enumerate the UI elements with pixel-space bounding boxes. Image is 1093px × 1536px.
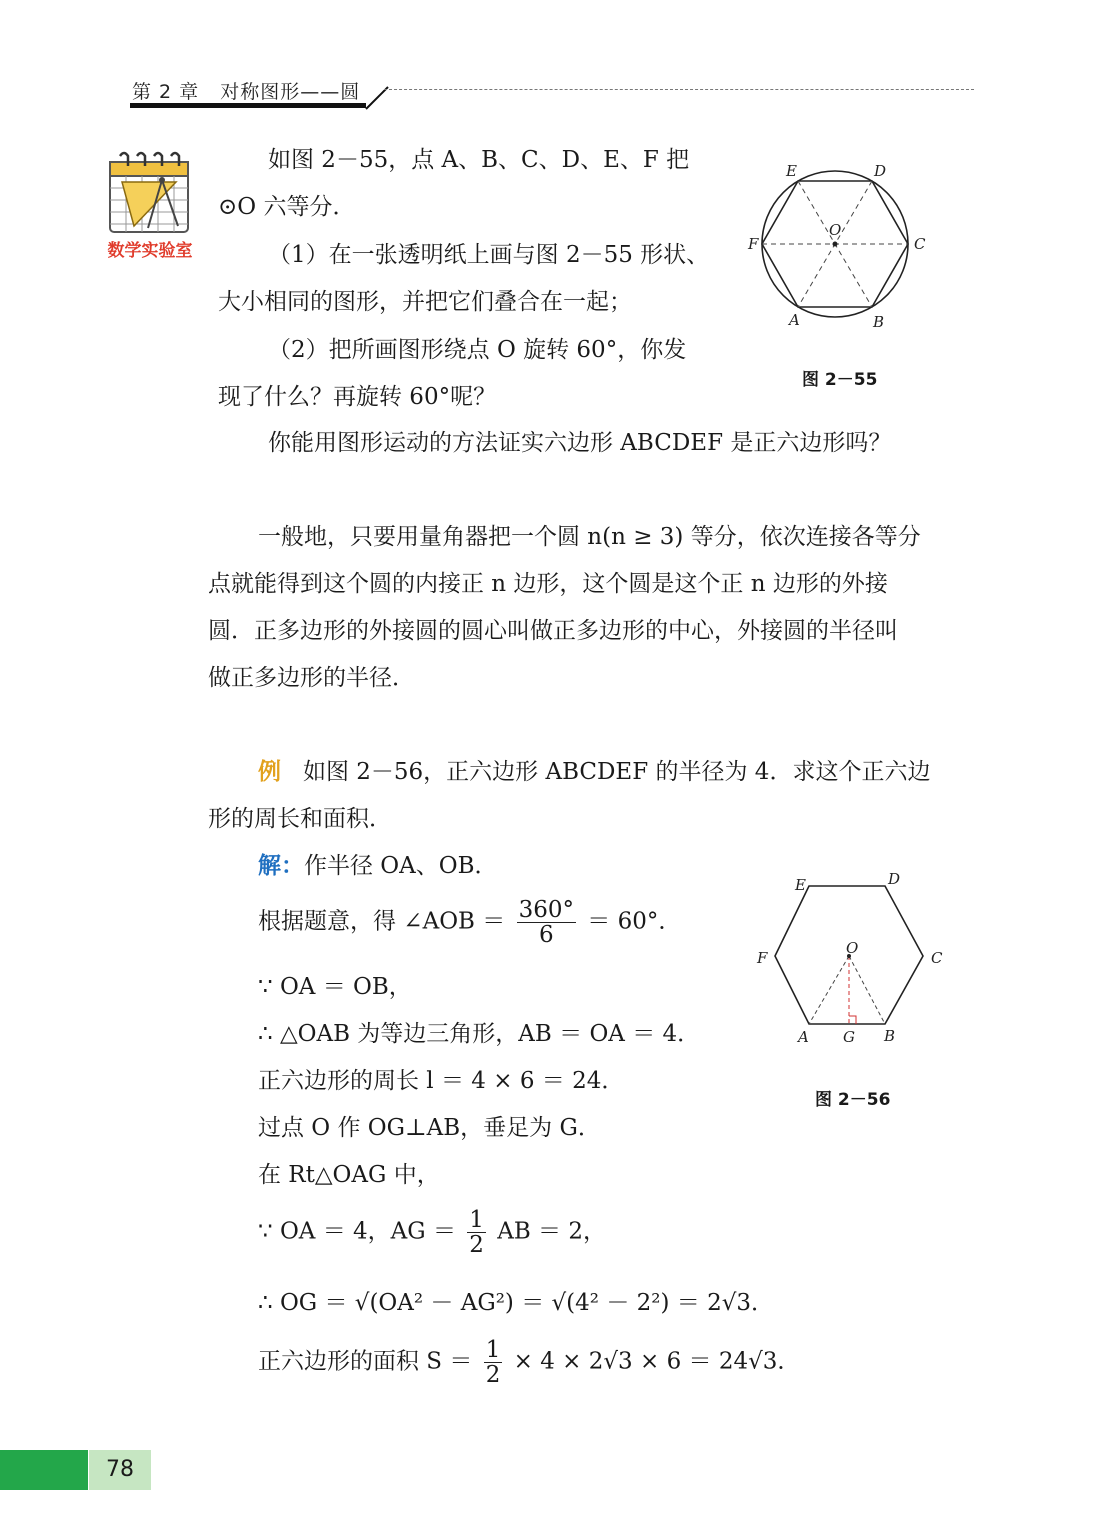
label-f: F — [757, 949, 768, 967]
lab-line-5: （2）把所画图形绕点 O 旋转 60°，你发 — [268, 337, 687, 363]
header-slash-icon — [362, 83, 392, 113]
chapter-number: 第 2 章 — [132, 81, 200, 103]
label-b: B — [873, 313, 885, 331]
example-line-1 — [258, 757, 930, 787]
page-number: 78 — [89, 1450, 151, 1490]
fraction-denominator: 2 — [469, 1232, 484, 1258]
fraction-1-2-area — [484, 1338, 503, 1387]
solution-text-1: 作半径 OA、OB． — [304, 853, 498, 879]
lab-line-4: 大小相同的图形，并把它们叠合在一起； — [218, 289, 632, 315]
solution-line-5: 正六边形的周长 l ＝ 4 × 6 ＝ 24． — [258, 1068, 625, 1094]
lab-line-2: ⊙O 六等分． — [218, 194, 356, 220]
label-o: O — [829, 221, 842, 239]
label-c: C — [931, 949, 943, 967]
fraction-numerator: 1 — [485, 1337, 501, 1363]
general-line-3: 圆．正多边形的外接圆的圆心叫做正多边形的中心，外接圆的半径叫 — [208, 618, 898, 644]
label-a: A — [789, 311, 800, 329]
general-line-2: 点就能得到这个圆的内接正 n 边形，这个圆是这个正 n 边形的外接 — [208, 571, 888, 597]
solution-line-9: ∴ OG ＝ √(OA² － AG²) ＝ √(4² － 2²) ＝ 2√3． — [258, 1290, 775, 1316]
figure-2-56-caption: 图 2－56 — [815, 1090, 891, 1110]
label-b: B — [884, 1027, 896, 1045]
right-angle-mark — [849, 1016, 856, 1024]
figure-2-55-caption: 图 2－55 — [802, 370, 878, 390]
solution-key: 解： — [258, 853, 304, 879]
calendar-tools-icon — [104, 148, 194, 236]
solution-text-2-pre: 根据题意，得 ∠AOB ＝ — [258, 908, 506, 935]
solution-text-8-post: AB ＝ 2， — [497, 1218, 607, 1245]
page-bar — [0, 1450, 88, 1490]
label-d: D — [888, 870, 901, 888]
fraction-360-6 — [517, 898, 576, 947]
solution-line-7: 在 Rt△OAG 中， — [258, 1162, 440, 1188]
solution-line-6: 过点 O 作 OG⊥AB，垂足为 G． — [258, 1115, 601, 1141]
general-line-1: 一般地，只要用量角器把一个圆 n(n ≥ 3) 等分，依次连接各等分 — [258, 524, 921, 550]
example-line-2: 形的周长和面积． — [208, 806, 392, 832]
solution-line-2 — [258, 898, 681, 947]
label-a: A — [798, 1028, 809, 1046]
chapter-header — [132, 77, 360, 104]
solution-line-4: ∴ △OAB 为等边三角形，AB ＝ OA ＝ 4． — [258, 1021, 701, 1047]
label-e: E — [795, 876, 806, 894]
label-o: O — [846, 939, 859, 957]
lab-line-3: （1）在一张透明纸上画与图 2－55 形状、 — [268, 242, 710, 268]
figure-2-56 — [745, 862, 955, 1052]
general-line-4: 做正多边形的半径． — [208, 665, 415, 691]
lab-line-1: 如图 2－55，点 A、B、C、D、E、F 把 — [268, 147, 690, 173]
example-text-1: 如图 2－56，正六边形 ABCDEF 的半径为 4．求这个正六边 — [302, 759, 931, 785]
example-key: 例 — [258, 759, 281, 785]
solution-text-2-post: ＝ 60°． — [587, 908, 682, 935]
fraction-denominator: 6 — [538, 922, 554, 948]
label-f: F — [748, 235, 759, 253]
label-e: E — [786, 162, 797, 180]
fraction-numerator: 1 — [469, 1207, 484, 1233]
solution-text-10-pre: 正六边形的面积 S ＝ — [258, 1348, 473, 1375]
solution-text-10-post: × 4 × 2√3 × 6 ＝ 24√3． — [513, 1348, 801, 1375]
fraction-numerator: 360° — [518, 897, 574, 923]
lab-label: 数学实验室 — [107, 241, 193, 261]
lab-line-7: 你能用图形运动的方法证实六边形 ABCDEF 是正六边形吗？ — [268, 430, 892, 456]
header-dashed-line — [384, 89, 974, 90]
label-g: G — [843, 1028, 855, 1046]
solution-line-8 — [258, 1208, 606, 1257]
header-rule — [130, 103, 366, 108]
solution-line-3: ∵ OA ＝ OB， — [258, 974, 412, 1000]
chapter-title: 对称图形——圆 — [220, 81, 361, 103]
fraction-1-2 — [467, 1208, 486, 1257]
label-c: C — [914, 235, 926, 253]
center-point — [833, 242, 838, 247]
label-d: D — [874, 162, 887, 180]
solution-line-10 — [258, 1338, 800, 1387]
fraction-denominator: 2 — [485, 1362, 501, 1388]
figure-2-55 — [740, 155, 940, 335]
solution-line-1 — [258, 851, 498, 881]
solution-text-8-pre: ∵ OA ＝ 4，AG ＝ — [258, 1218, 456, 1245]
lab-line-6: 现了什么？再旋转 60°呢？ — [218, 384, 497, 410]
